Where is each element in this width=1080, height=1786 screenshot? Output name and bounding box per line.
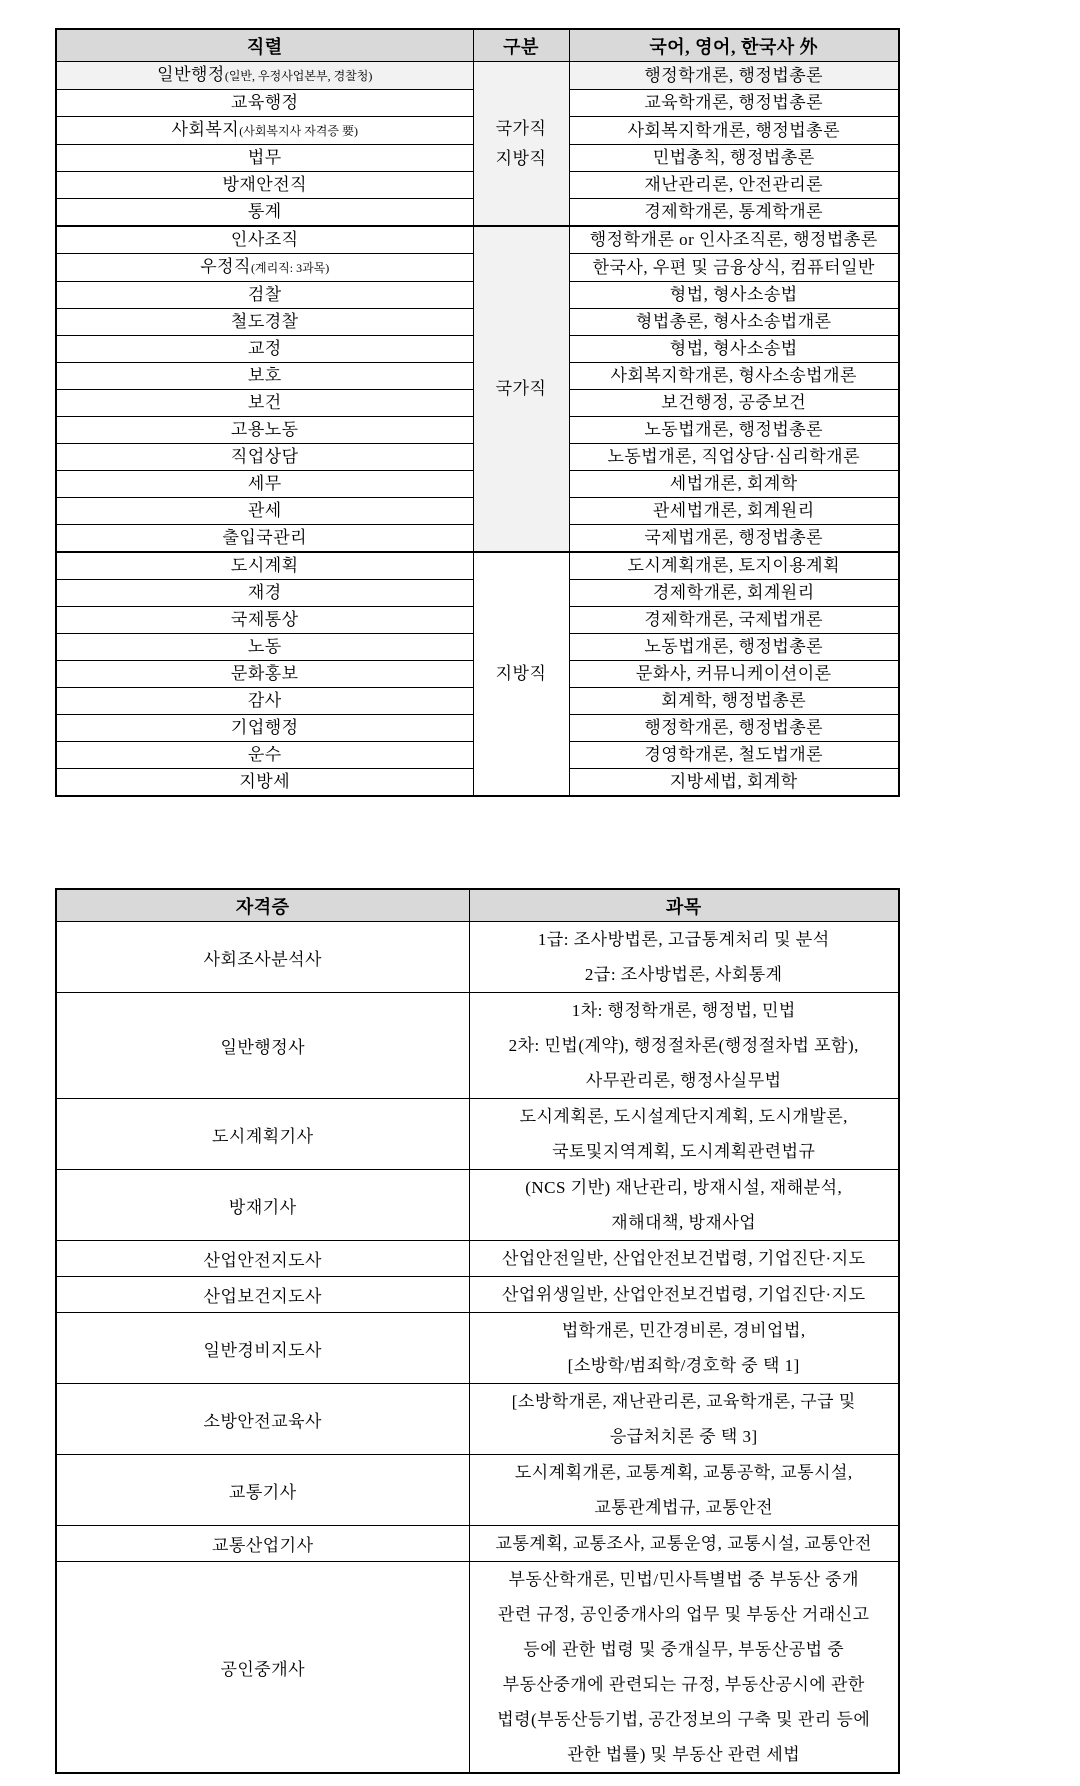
job-series-name: 교정 bbox=[247, 339, 282, 358]
certificate-cell: 사회조사분석사 bbox=[56, 922, 469, 993]
certificates-table-body bbox=[56, 922, 899, 1774]
certificate-cell: 교통산업기사 bbox=[56, 1526, 469, 1562]
subject-line-2: 등에 관한 법령 및 중개실무, 부동산공법 중 bbox=[523, 1640, 845, 1659]
subject-line-1: 2급: 조사방법론, 사회통계 bbox=[584, 965, 783, 984]
table-row bbox=[56, 62, 899, 90]
subject-line-0: 1급: 조사방법론, 고급통계처리 및 분석 bbox=[537, 930, 830, 949]
subject-line-1: 교통관계법규, 교통안전 bbox=[594, 1498, 774, 1517]
subjects-cell: 교육학개론, 행정법총론 bbox=[569, 90, 899, 117]
certificate-cell: 방재기사 bbox=[56, 1170, 469, 1241]
subject-line-1: 국토및지역계획, 도시계획관련법규 bbox=[552, 1142, 816, 1161]
job-series-cell bbox=[56, 336, 473, 363]
subjects-cell: 한국사, 우편 및 금융상식, 컴퓨터일반 bbox=[569, 254, 899, 282]
subject-line-1: 2차: 민법(계약), 행정절차론(행정절차법 포함), bbox=[508, 1036, 859, 1055]
subjects-cell bbox=[469, 922, 899, 993]
table-row bbox=[56, 1384, 899, 1455]
job-series-name: 감사 bbox=[247, 691, 282, 710]
subjects-cell: 회계학, 행정법총론 bbox=[569, 688, 899, 715]
job-series-name: 우정직 bbox=[200, 257, 251, 276]
job-series-name: 국제통상 bbox=[230, 610, 299, 629]
job-series-note: (사회복지사 자격증 要) bbox=[239, 124, 358, 138]
subjects-cell: 행정학개론 or 인사조직론, 행정법총론 bbox=[569, 226, 899, 254]
subjects-cell: 경제학개론, 회계원리 bbox=[569, 580, 899, 607]
subject-line-3: 부동산중개에 관련되는 규정, 부동산공시에 관한 bbox=[502, 1675, 865, 1694]
subject-line-1: 관련 규정, 공인중개사의 업무 및 부동산 거래신고 bbox=[497, 1605, 870, 1624]
subject-line-0: 도시계획개론, 교통계획, 교통공학, 교통시설, bbox=[514, 1463, 853, 1482]
subjects-cell: 행정학개론, 행정법총론 bbox=[569, 62, 899, 90]
job-series-cell bbox=[56, 390, 473, 417]
subjects-cell: 세법개론, 회계학 bbox=[569, 471, 899, 498]
job-series-cell bbox=[56, 145, 473, 172]
subjects-cell: 관세법개론, 회계원리 bbox=[569, 498, 899, 525]
category-line-0: 국가직 bbox=[495, 118, 547, 138]
table-row bbox=[56, 1099, 899, 1170]
certificate-cell: 도시계획기사 bbox=[56, 1099, 469, 1170]
job-series-name: 기업행정 bbox=[230, 718, 299, 737]
subject-line-4: 법령(부동산등기법, 공간정보의 구축 및 관리 등에 bbox=[497, 1710, 871, 1729]
job-series-name: 출입국관리 bbox=[222, 528, 308, 547]
subject-line-0: 부동산학개론, 민법/민사특별법 중 부동산 중개 bbox=[508, 1570, 859, 1589]
subjects-cell bbox=[469, 1099, 899, 1170]
job-series-cell bbox=[56, 742, 473, 769]
subjects-cell: 형법, 형사소송법 bbox=[569, 282, 899, 309]
job-series-cell bbox=[56, 90, 473, 117]
certificate-cell: 교통기사 bbox=[56, 1455, 469, 1526]
job-series-name: 방재안전직 bbox=[222, 175, 308, 194]
category-line-0: 지방직 bbox=[495, 664, 547, 683]
job-series-name: 관세 bbox=[247, 501, 282, 520]
table-row bbox=[56, 993, 899, 1099]
subjects-cell: 문화사, 커뮤니케이션이론 bbox=[569, 661, 899, 688]
subject-line-0: 법학개론, 민간경비론, 경비업법, bbox=[561, 1321, 806, 1340]
job-series-cell bbox=[56, 715, 473, 742]
job-series-cell bbox=[56, 552, 473, 580]
job-series-cell bbox=[56, 254, 473, 282]
subjects-cell bbox=[469, 1455, 899, 1526]
job-series-name: 도시계획 bbox=[230, 556, 299, 575]
job-series-name: 재경 bbox=[247, 583, 282, 602]
subject-line-2: 사무관리론, 행정사실무법 bbox=[585, 1071, 782, 1090]
subjects-cell bbox=[469, 993, 899, 1099]
job-series-name: 철도경찰 bbox=[230, 312, 299, 331]
job-series-cell bbox=[56, 199, 473, 227]
job-series-note: (계리직: 3과목) bbox=[250, 261, 330, 275]
header-row bbox=[56, 29, 899, 62]
header-row bbox=[56, 889, 899, 922]
subject-line-1: 응급처치론 중 택 3] bbox=[609, 1427, 758, 1446]
certificates-table-header bbox=[56, 889, 899, 922]
job-series-name: 인사조직 bbox=[230, 230, 299, 249]
certificate-cell: 소방안전교육사 bbox=[56, 1384, 469, 1455]
job-series-cell bbox=[56, 117, 473, 145]
job-series-cell bbox=[56, 172, 473, 199]
subjects-cell bbox=[469, 1526, 899, 1562]
table-row bbox=[56, 1241, 899, 1277]
certificate-cell: 일반경비지도사 bbox=[56, 1313, 469, 1384]
table-row bbox=[56, 922, 899, 993]
subjects-cell: 노동법개론, 행정법총론 bbox=[569, 417, 899, 444]
job-series-table-header bbox=[56, 29, 899, 62]
subject-line-0: (NCS 기반) 재난관리, 방재시설, 재해분석, bbox=[525, 1178, 843, 1197]
table-row bbox=[56, 1313, 899, 1384]
column-header-1: 구분 bbox=[473, 29, 569, 62]
subjects-cell bbox=[469, 1313, 899, 1384]
table-row bbox=[56, 226, 899, 254]
subjects-cell: 보건행정, 공중보건 bbox=[569, 390, 899, 417]
subjects-cell bbox=[469, 1562, 899, 1774]
certificate-cell: 공인중개사 bbox=[56, 1562, 469, 1774]
subject-line-5: 관한 법률) 및 부동산 관련 세법 bbox=[567, 1745, 801, 1764]
job-series-name: 보건 bbox=[247, 393, 282, 412]
subjects-cell: 재난관리론, 안전관리론 bbox=[569, 172, 899, 199]
job-series-note: (일반, 우정사업본부, 경찰청) bbox=[224, 69, 373, 83]
subjects-cell: 국제법개론, 행정법총론 bbox=[569, 525, 899, 553]
job-series-name: 통계 bbox=[247, 202, 282, 221]
subjects-cell bbox=[469, 1170, 899, 1241]
column-header-2: 국어, 영어, 한국사 外 bbox=[569, 29, 899, 62]
certificates-subjects-table bbox=[55, 888, 900, 1774]
job-series-cell bbox=[56, 363, 473, 390]
job-series-cell bbox=[56, 688, 473, 715]
job-series-cell bbox=[56, 769, 473, 797]
job-series-name: 운수 bbox=[247, 745, 282, 764]
subjects-cell: 도시계획개론, 토지이용계획 bbox=[569, 552, 899, 580]
subjects-cell: 경제학개론, 통계학개론 bbox=[569, 199, 899, 227]
subject-line-0: [소방학개론, 재난관리론, 교육학개론, 구급 및 bbox=[511, 1392, 856, 1411]
subjects-cell: 노동법개론, 직업상담·심리학개론 bbox=[569, 444, 899, 471]
job-series-name: 교육행정 bbox=[230, 93, 299, 112]
job-series-name: 사회복지 bbox=[171, 120, 240, 139]
job-series-table-body bbox=[56, 62, 899, 797]
column-header-0: 자격증 bbox=[56, 889, 469, 922]
job-series-name: 직업상담 bbox=[230, 447, 299, 466]
subjects-cell: 지방세법, 회계학 bbox=[569, 769, 899, 797]
job-series-cell bbox=[56, 309, 473, 336]
subject-line-0: 산업안전일반, 산업안전보건법령, 기업진단·지도 bbox=[501, 1249, 866, 1268]
subjects-cell: 노동법개론, 행정법총론 bbox=[569, 634, 899, 661]
job-series-name: 문화홍보 bbox=[230, 664, 299, 683]
subject-line-1: 재해대책, 방재사업 bbox=[611, 1213, 757, 1232]
subjects-cell: 형법총론, 형사소송법개론 bbox=[569, 309, 899, 336]
subjects-cell: 형법, 형사소송법 bbox=[569, 336, 899, 363]
job-series-cell bbox=[56, 607, 473, 634]
job-series-name: 일반행정 bbox=[157, 65, 225, 84]
job-series-cell bbox=[56, 226, 473, 254]
job-series-cell bbox=[56, 634, 473, 661]
subject-line-0: 도시계획론, 도시설계단지계획, 도시개발론, bbox=[519, 1107, 848, 1126]
table-row bbox=[56, 1455, 899, 1526]
category-line-1: 지방직 bbox=[495, 148, 547, 168]
subjects-cell: 경제학개론, 국제법개론 bbox=[569, 607, 899, 634]
job-series-name: 법무 bbox=[247, 148, 282, 167]
category-cell bbox=[473, 226, 569, 552]
job-series-cell bbox=[56, 580, 473, 607]
table-row bbox=[56, 1170, 899, 1241]
subject-line-0: 교통계획, 교통조사, 교통운영, 교통시설, 교통안전 bbox=[495, 1534, 872, 1553]
job-series-cell bbox=[56, 471, 473, 498]
certificate-cell: 산업보건지도사 bbox=[56, 1277, 469, 1313]
subject-line-0: 산업위생일반, 산업안전보건법령, 기업진단·지도 bbox=[501, 1285, 866, 1304]
subjects-cell bbox=[469, 1277, 899, 1313]
column-header-0: 직렬 bbox=[56, 29, 473, 62]
job-series-name: 지방세 bbox=[239, 772, 291, 791]
subjects-cell: 사회복지학개론, 행정법총론 bbox=[569, 117, 899, 145]
certificate-cell: 산업안전지도사 bbox=[56, 1241, 469, 1277]
subjects-cell: 민법총칙, 행정법총론 bbox=[569, 145, 899, 172]
table-row bbox=[56, 1562, 899, 1774]
job-series-cell bbox=[56, 417, 473, 444]
job-series-cell bbox=[56, 444, 473, 471]
subjects-cell: 행정학개론, 행정법총론 bbox=[569, 715, 899, 742]
subjects-cell: 경영학개론, 철도법개론 bbox=[569, 742, 899, 769]
subject-line-0: 1차: 행정학개론, 행정법, 민법 bbox=[571, 1001, 796, 1020]
job-series-name: 보호 bbox=[247, 366, 282, 385]
job-series-cell bbox=[56, 62, 473, 90]
job-series-name: 세무 bbox=[247, 474, 282, 493]
category-cell bbox=[473, 552, 569, 796]
job-series-cell bbox=[56, 661, 473, 688]
subject-line-1: [소방학/범죄학/경호학 중 택 1] bbox=[567, 1356, 800, 1375]
job-series-cell bbox=[56, 525, 473, 553]
job-series-cell bbox=[56, 282, 473, 309]
table-row bbox=[56, 552, 899, 580]
category-cell bbox=[473, 62, 569, 227]
job-series-name: 고용노동 bbox=[230, 420, 299, 439]
job-series-subjects-table bbox=[55, 28, 900, 797]
certificate-cell: 일반행정사 bbox=[56, 993, 469, 1099]
job-series-cell bbox=[56, 498, 473, 525]
table-row bbox=[56, 1526, 899, 1562]
job-series-name: 검찰 bbox=[247, 285, 282, 304]
column-header-1: 과목 bbox=[469, 889, 899, 922]
subjects-cell: 사회복지학개론, 형사소송법개론 bbox=[569, 363, 899, 390]
table-row bbox=[56, 1277, 899, 1313]
subjects-cell bbox=[469, 1384, 899, 1455]
subjects-cell bbox=[469, 1241, 899, 1277]
job-series-name: 노동 bbox=[247, 637, 282, 656]
category-line-0: 국가직 bbox=[495, 379, 547, 398]
